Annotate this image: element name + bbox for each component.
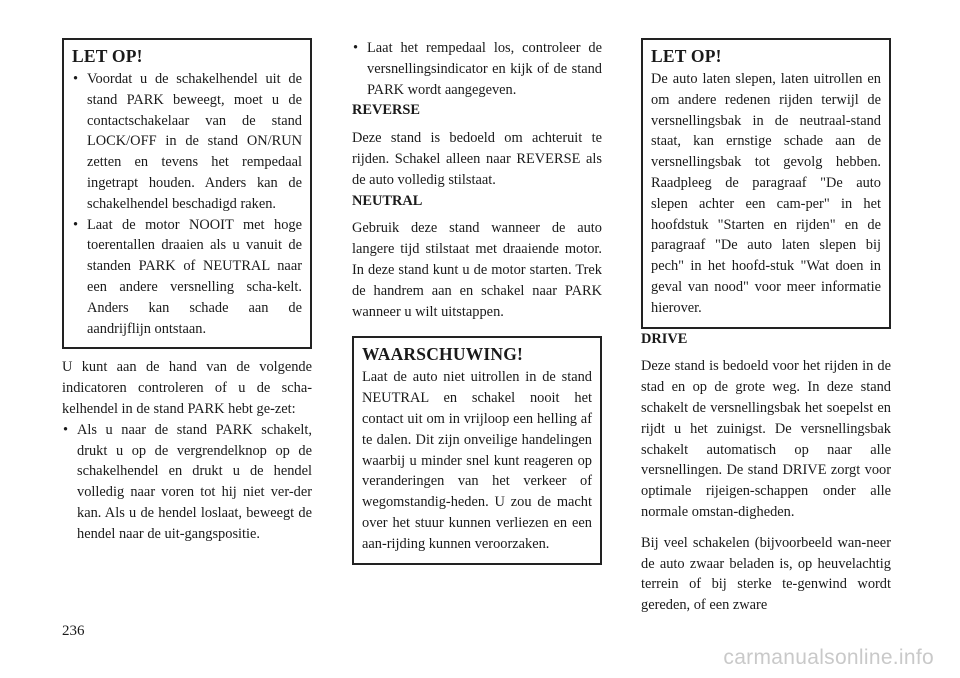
caution-item-1: • Voordat u de schakelhendel uit de stand PARK beweegt, moet u de contactschakelaar van de stand LOCK/OFF in de stand ON/RUN zetten en tevens het rempedaal ingetrapt houden. Anders kan de schakelhendel beschadigd raken.	[72, 69, 302, 215]
caution-title: LET OP!	[651, 46, 722, 66]
caution-text: De auto laten slepen, laten uitrollen en om andere redenen rijden terwijl de versnellingsbak in de neutraal-stand staat, kan ernstige schade aan de versnellingsbak tot gevolg hebben. Raadpleeg de paragraaf "De auto slepen achter een cam-per" in het hoofdstuk "Starten en rijden" en de paragraaf "De auto laten slepen bij pech" in het hoofd-stuk "Wat doen in geval van nood" voor meer informatie hierover.	[651, 71, 881, 316]
drive-heading: DRIVE	[641, 330, 688, 347]
warning-text: Laat de auto niet uitrollen in de stand NEUTRAL en schakel nooit het contact uit om in vrijloop een helling af te dalen. Dit zijn onveilige handelingen waarbij u minder snel kunt reageren op veranderingen van het verkeer of wegomstandig-heden. U zou de macht over het stuur kunnen verliezen en een aan-rijding kunnen veroorzaken.	[362, 369, 592, 552]
park-intro-paragraph: U kunt aan de hand van de volgende indicatoren controleren of u de scha-kelhendel in de stand PARK hebt ge-zet:	[62, 359, 312, 417]
caution-item-2: • Laat de motor NOOIT met hoge toerentallen draaien als u vanuit de standen PARK of NEUTRAL naar een andere versnelling scha-kelt. Anders kan schade aan de aandrijflijn ontstaan.	[72, 215, 302, 340]
caution-list	[72, 69, 302, 339]
park-indicator-item-1: • Als u naar de stand PARK schakelt, drukt u op de vergrendelknop op de schakelhendel en drukt u de hendel volledig naar voren tot hij niet ver-der kan. Als u de hendel loslaat, beweegt de hendel naar de uit-gangspositie.	[62, 420, 312, 545]
warning-box-neutral	[352, 336, 602, 564]
column-right	[641, 38, 891, 616]
park-indicator-item-2: • Laat het rempedaal los, controleer de versnellingsindicator en kijk of de stand PARK wordt aangegeven.	[352, 38, 602, 100]
reverse-paragraph: Deze stand is bedoeld om achteruit te rijden. Schakel alleen naar REVERSE als de auto volledig stilstaat.	[352, 130, 602, 188]
shifting-paragraph: Bij veel schakelen (bijvoorbeeld wan-neer de auto zwaar beladen is, op heuvelachtig terrein of bij sterke te-genwind wordt gereden, of een zware	[641, 534, 891, 614]
caution-box-towing	[641, 38, 891, 329]
caution-title: LET OP!	[72, 46, 143, 66]
watermark: carmanualsonline.info	[723, 646, 934, 669]
column-left	[62, 38, 312, 545]
park-indicator-list-continued	[352, 38, 602, 100]
column-middle	[352, 38, 602, 565]
drive-paragraph: Deze stand is bedoeld voor het rijden in de stad en op de grote weg. In deze stand schakelt de versnellingsbak het soepelst en rijdt u het zuinigst. De versnellingsbak schakelt automatisch op naar alle versnellingen. De stand DRIVE zorgt voor optimale rijeigen-schappen onder alle normale omstan-digheden.	[641, 358, 891, 520]
warning-title: WAARSCHUWING!	[362, 344, 524, 365]
caution-box-park	[62, 38, 312, 349]
reverse-heading: REVERSE	[352, 102, 420, 119]
neutral-heading: NEUTRAL	[352, 192, 423, 209]
page-number: 236	[62, 623, 85, 639]
park-indicator-list	[62, 420, 312, 545]
neutral-paragraph: Gebruik deze stand wanneer de auto langere tijd stilstaat met draaiende motor. In deze stand kunt u de motor starten. Trek de handrem aan en schakel naar PARK wanneer u wilt uitstappen.	[352, 220, 602, 320]
